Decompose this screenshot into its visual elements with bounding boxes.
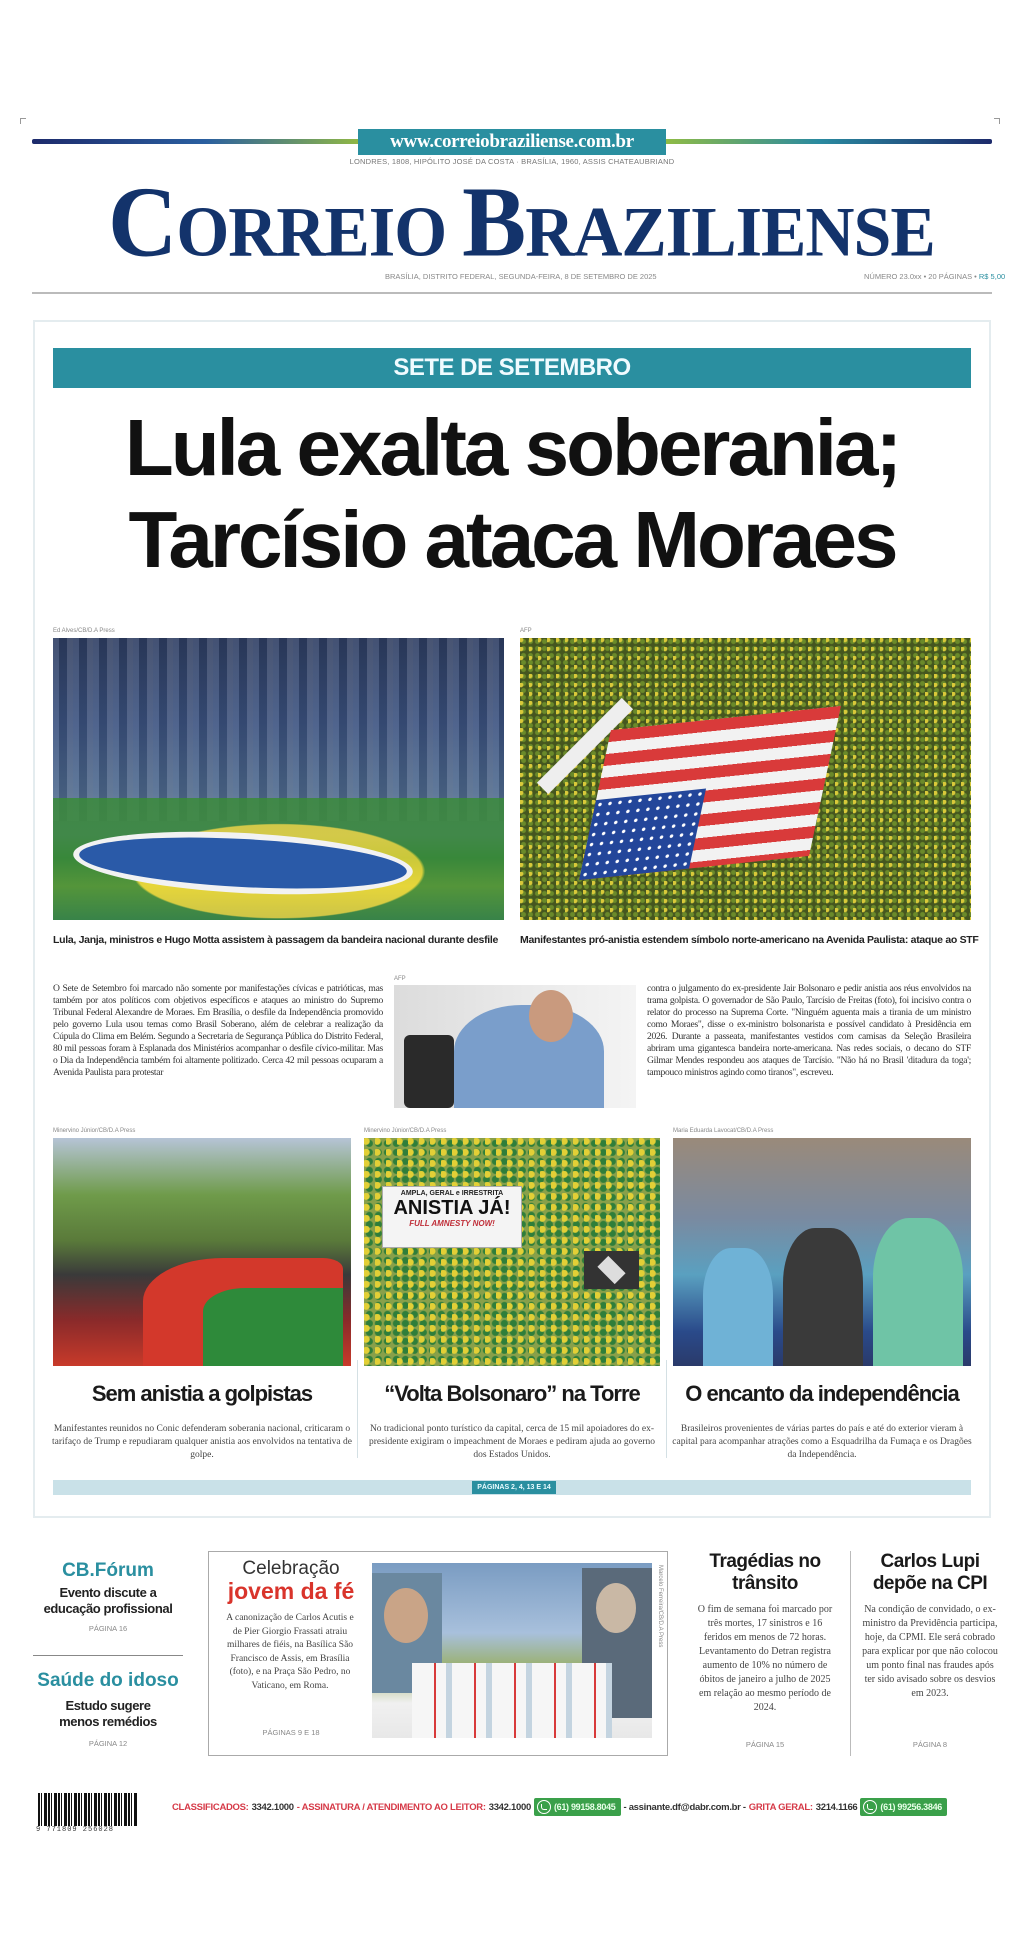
contact-footer (172, 1796, 947, 1818)
photo-caption: Manifestantes pró-anistia estendem símbolo norte-americano na Avenida Paulista: ataque ao STF (520, 934, 979, 946)
photo-person (783, 1228, 863, 1366)
feature-text: No tradicional ponto turístico da capital, cerca de 15 mil apoiadores do ex-presidente exigiram o impeachment de Moraes e pediram ajuda ao governo dos Estados Unidos. (369, 1424, 655, 1460)
teaser-title-saude[interactable]: Saúde do idoso (37, 1670, 179, 1691)
photo-camera (404, 1035, 454, 1108)
feature-text: Brasileiros provenientes de várias partes do país e até do exterior vieram à capital para acompanhar atrações como a Esquadrilha da Fumaça e os Dragões da Independência. (672, 1424, 972, 1460)
teaser-text: A canonização de Carlos Acutis e de Pier Giorgio Frassati atraiu milhares de fiéis, na Basílica São Francisco de Assis, em Brasília (foto), e na Praça São Pedro, no Vaticano, em Roma. (226, 1613, 354, 1691)
teaser-page: PÁGINA 12 (88, 1739, 128, 1748)
edition-number: NÚMERO 23.0xx • 20 PÁGINAS • (864, 272, 977, 281)
photo-us-flag-canton (579, 789, 706, 881)
teaser-title-fe-line1[interactable]: Celebração (242, 1558, 340, 1579)
crop-mark-right (994, 118, 1000, 124)
pages-reference[interactable]: PÁGINAS 2, 4, 13 E 14 (472, 1481, 556, 1494)
photo-credit: Minervino Júnior/CB/D.A Press (53, 1128, 136, 1134)
website-url[interactable]: www.correiobraziliense.com.br (358, 129, 666, 155)
photo-credit: Maria Eduarda Lavocat/CB/D.A Press (673, 1128, 774, 1134)
photo-figure-head (529, 990, 573, 1042)
photo-protest-sign (382, 1186, 522, 1248)
headline-line-2: Tarcísio ataca Moraes (128, 495, 896, 584)
feature-title[interactable]: O encanto da independência (685, 1381, 959, 1406)
sign-line-2: ANISTIA JÁ! (393, 1197, 511, 1219)
photo-credit: Marcelo Ferreira/CB/D.A Press (657, 1565, 663, 1648)
price: R$ 5,00 (978, 272, 1006, 281)
founders-line: LONDRES, 1808, HIPÓLITO JOSÉ DA COSTA · BRASÍLIA, 1960, ASSIS CHATEAUBRIAND (349, 157, 675, 166)
teaser-text: Na condição de convidado, o ex-ministro da Previdência participa, hoje, da CPMI. Ele será cobrado para explicar por que não colocou um ponto final nas fraudes após ter sido avisado sobre os desvios em 2023. (862, 1604, 998, 1699)
barcode-number: 9 771809 256028 (36, 1826, 115, 1834)
barcode (38, 1793, 138, 1826)
column-divider (666, 1360, 667, 1458)
teaser-text: O fim de semana foi marcado por três mortes, 17 sinistros e 16 feridos em menos de 72 horas. Levantamento do Detran registra aumento de 10% no número de óbitos de janeiro a julho de 2025 em relação ao mesmo período de 2024. (697, 1604, 833, 1713)
teaser-subtitle: Estudo sugere menos remédios (59, 1698, 157, 1729)
photo-brazil-flag (584, 1251, 639, 1289)
photo-conic-protest[interactable] (53, 1138, 351, 1366)
whatsapp-badge-2[interactable] (860, 1798, 947, 1816)
assinatura-phone[interactable]: 3342.1000 (488, 1801, 531, 1813)
subscriber-email[interactable]: - assinante.df@dabr.com.br - (623, 1801, 746, 1813)
teaser-title-cb-forum[interactable]: CB.Fórum (62, 1560, 154, 1581)
main-headline[interactable] (53, 402, 971, 586)
whatsapp-icon (537, 1800, 551, 1814)
photo-caption: Lula, Janja, ministros e Hugo Motta assistem à passagem da bandeira nacional durante desfile (53, 934, 499, 946)
photo-canonization[interactable] (372, 1563, 652, 1738)
classificados-phone[interactable]: 3342.1000 (251, 1801, 294, 1813)
feature-title[interactable]: Sem anistia a golpistas (91, 1381, 313, 1406)
grita-geral-label: GRITA GERAL: (748, 1801, 813, 1813)
photo-crowd (53, 638, 504, 821)
photo-person (873, 1218, 963, 1366)
teaser-divider (33, 1655, 183, 1656)
teaser-title-transito[interactable]: Tragédias no trânsito (709, 1551, 821, 1594)
sign-line-1: AMPLA, GERAL e IRRESTRITA (400, 1190, 504, 1197)
teaser-title-lupi[interactable]: Carlos Lupi depõe na CPI (872, 1551, 988, 1594)
photo-torre-protest[interactable] (364, 1138, 660, 1366)
photo-tarcisio[interactable] (394, 985, 636, 1108)
grita-geral-phone[interactable]: 3214.1166 (815, 1801, 858, 1813)
lead-body-left: O Sete de Setembro foi marcado não somente por manifestações cívicas e patrióticas, mas também por atos políticos com objetivos específicos e ataques ao ministro do Supremo Tribunal Federal Alexandre de Moraes. Em Brasília, o desfile da Independência promovido pelo governo Lula usou temas como Brasil Soberano, além de celebrar a realização da Cúpula do Clima em Belém. Segundo a Secretaria de Segurança Pública do Distrito Federal, 80 mil pessoas foram à Esplanada dos Ministérios acompanhar o desfile cívico-militar. Mas o Dia da Independência também foi altamente politizado. Cerca 42 mil pessoas ocuparam a Avenida Paulista para protestar (53, 983, 383, 1078)
masthead-divider (32, 292, 992, 294)
feature-title[interactable]: “Volta Bolsonaro” na Torre (384, 1381, 640, 1406)
sign-line-3: FULL AMNESTY NOW! (409, 1219, 495, 1228)
teaser-page: PÁGINAS 9 E 18 (262, 1728, 320, 1737)
whatsapp-number: (61) 99158.8045 (553, 1802, 616, 1812)
crop-mark-left (20, 118, 26, 124)
feature-text: Manifestantes reunidos no Conic defenderam soberania nacional, criticaram o tarifaço de Trump e repudiaram qualquer anistia aos envolvidos na tentativa de golpe. (52, 1424, 352, 1460)
column-divider (357, 1360, 358, 1458)
photo-credit: Ed Alves/CB/D.A Press (53, 628, 115, 634)
photo-green-flag (203, 1288, 343, 1366)
classificados-label: CLASSIFICADOS: (172, 1801, 249, 1813)
headline-line-1: Lula exalta soberania; (124, 403, 900, 492)
photo-american-flag-protest[interactable] (520, 638, 971, 920)
photo-person (703, 1248, 773, 1366)
photo-priests (412, 1663, 612, 1738)
assinatura-label: - ASSINATURA / ATENDIMENTO AO LEITOR: (296, 1801, 486, 1813)
photo-parade-flag[interactable] (53, 638, 504, 920)
newspaper-logo: CORREIO BRAZILIENSE (108, 165, 935, 278)
teaser-divider (850, 1551, 851, 1756)
teaser-page: PÁGINA 16 (88, 1624, 128, 1633)
photo-credit: Minervino Júnior/CB/D.A Press (364, 1128, 447, 1134)
whatsapp-number: (61) 99256.3846 (880, 1802, 942, 1812)
teaser-subtitle: Evento discute a educação profissional (43, 1585, 173, 1616)
photo-credit: AFP (520, 628, 532, 634)
teaser-page: PÁGINA 15 (745, 1740, 785, 1749)
photo-credit: AFP (394, 976, 406, 982)
teaser-page: PÁGINA 8 (912, 1740, 948, 1749)
lead-body-right: contra o julgamento do ex-presidente Jair Bolsonaro e pedir anistia aos réus envolvidos na trama golpista. O governador de São Paulo, Tarcísio de Freitas (foto), foi incisivo contra o relator do processo na Suprema Corte. "Ninguém aguenta mais a tirania de um ministro como Moraes", disse o ex-ministro bolsonarista e possível candidato à Presidência em 2026. Durante a passeata, manifestantes vestidos com camisas da Seleção Brasileira abriram uma gigantesca bandeira norte-americana. Nas redes sociais, o decano do STF Gilmar Mendes respondeu aos ataques de Tarcísio. "Não há no Brasil 'ditadura da toga'; tampouco ministros agindo como tiranos", escreveu. (647, 983, 971, 1078)
photo-us-flag (579, 706, 841, 880)
section-kicker: SETE DE SETEMBRO (53, 348, 971, 388)
edition-info (864, 272, 1005, 281)
photo-independence-spectators[interactable] (673, 1138, 971, 1366)
whatsapp-badge-1[interactable] (534, 1798, 621, 1816)
dateline: BRASÍLIA, DISTRITO FEDERAL, SEGUNDA-FEIRA, 8 DE SETEMBRO DE 2025 (385, 272, 657, 281)
teaser-title-fe-line2[interactable]: jovem da fé (227, 1578, 355, 1604)
whatsapp-icon (863, 1800, 877, 1814)
